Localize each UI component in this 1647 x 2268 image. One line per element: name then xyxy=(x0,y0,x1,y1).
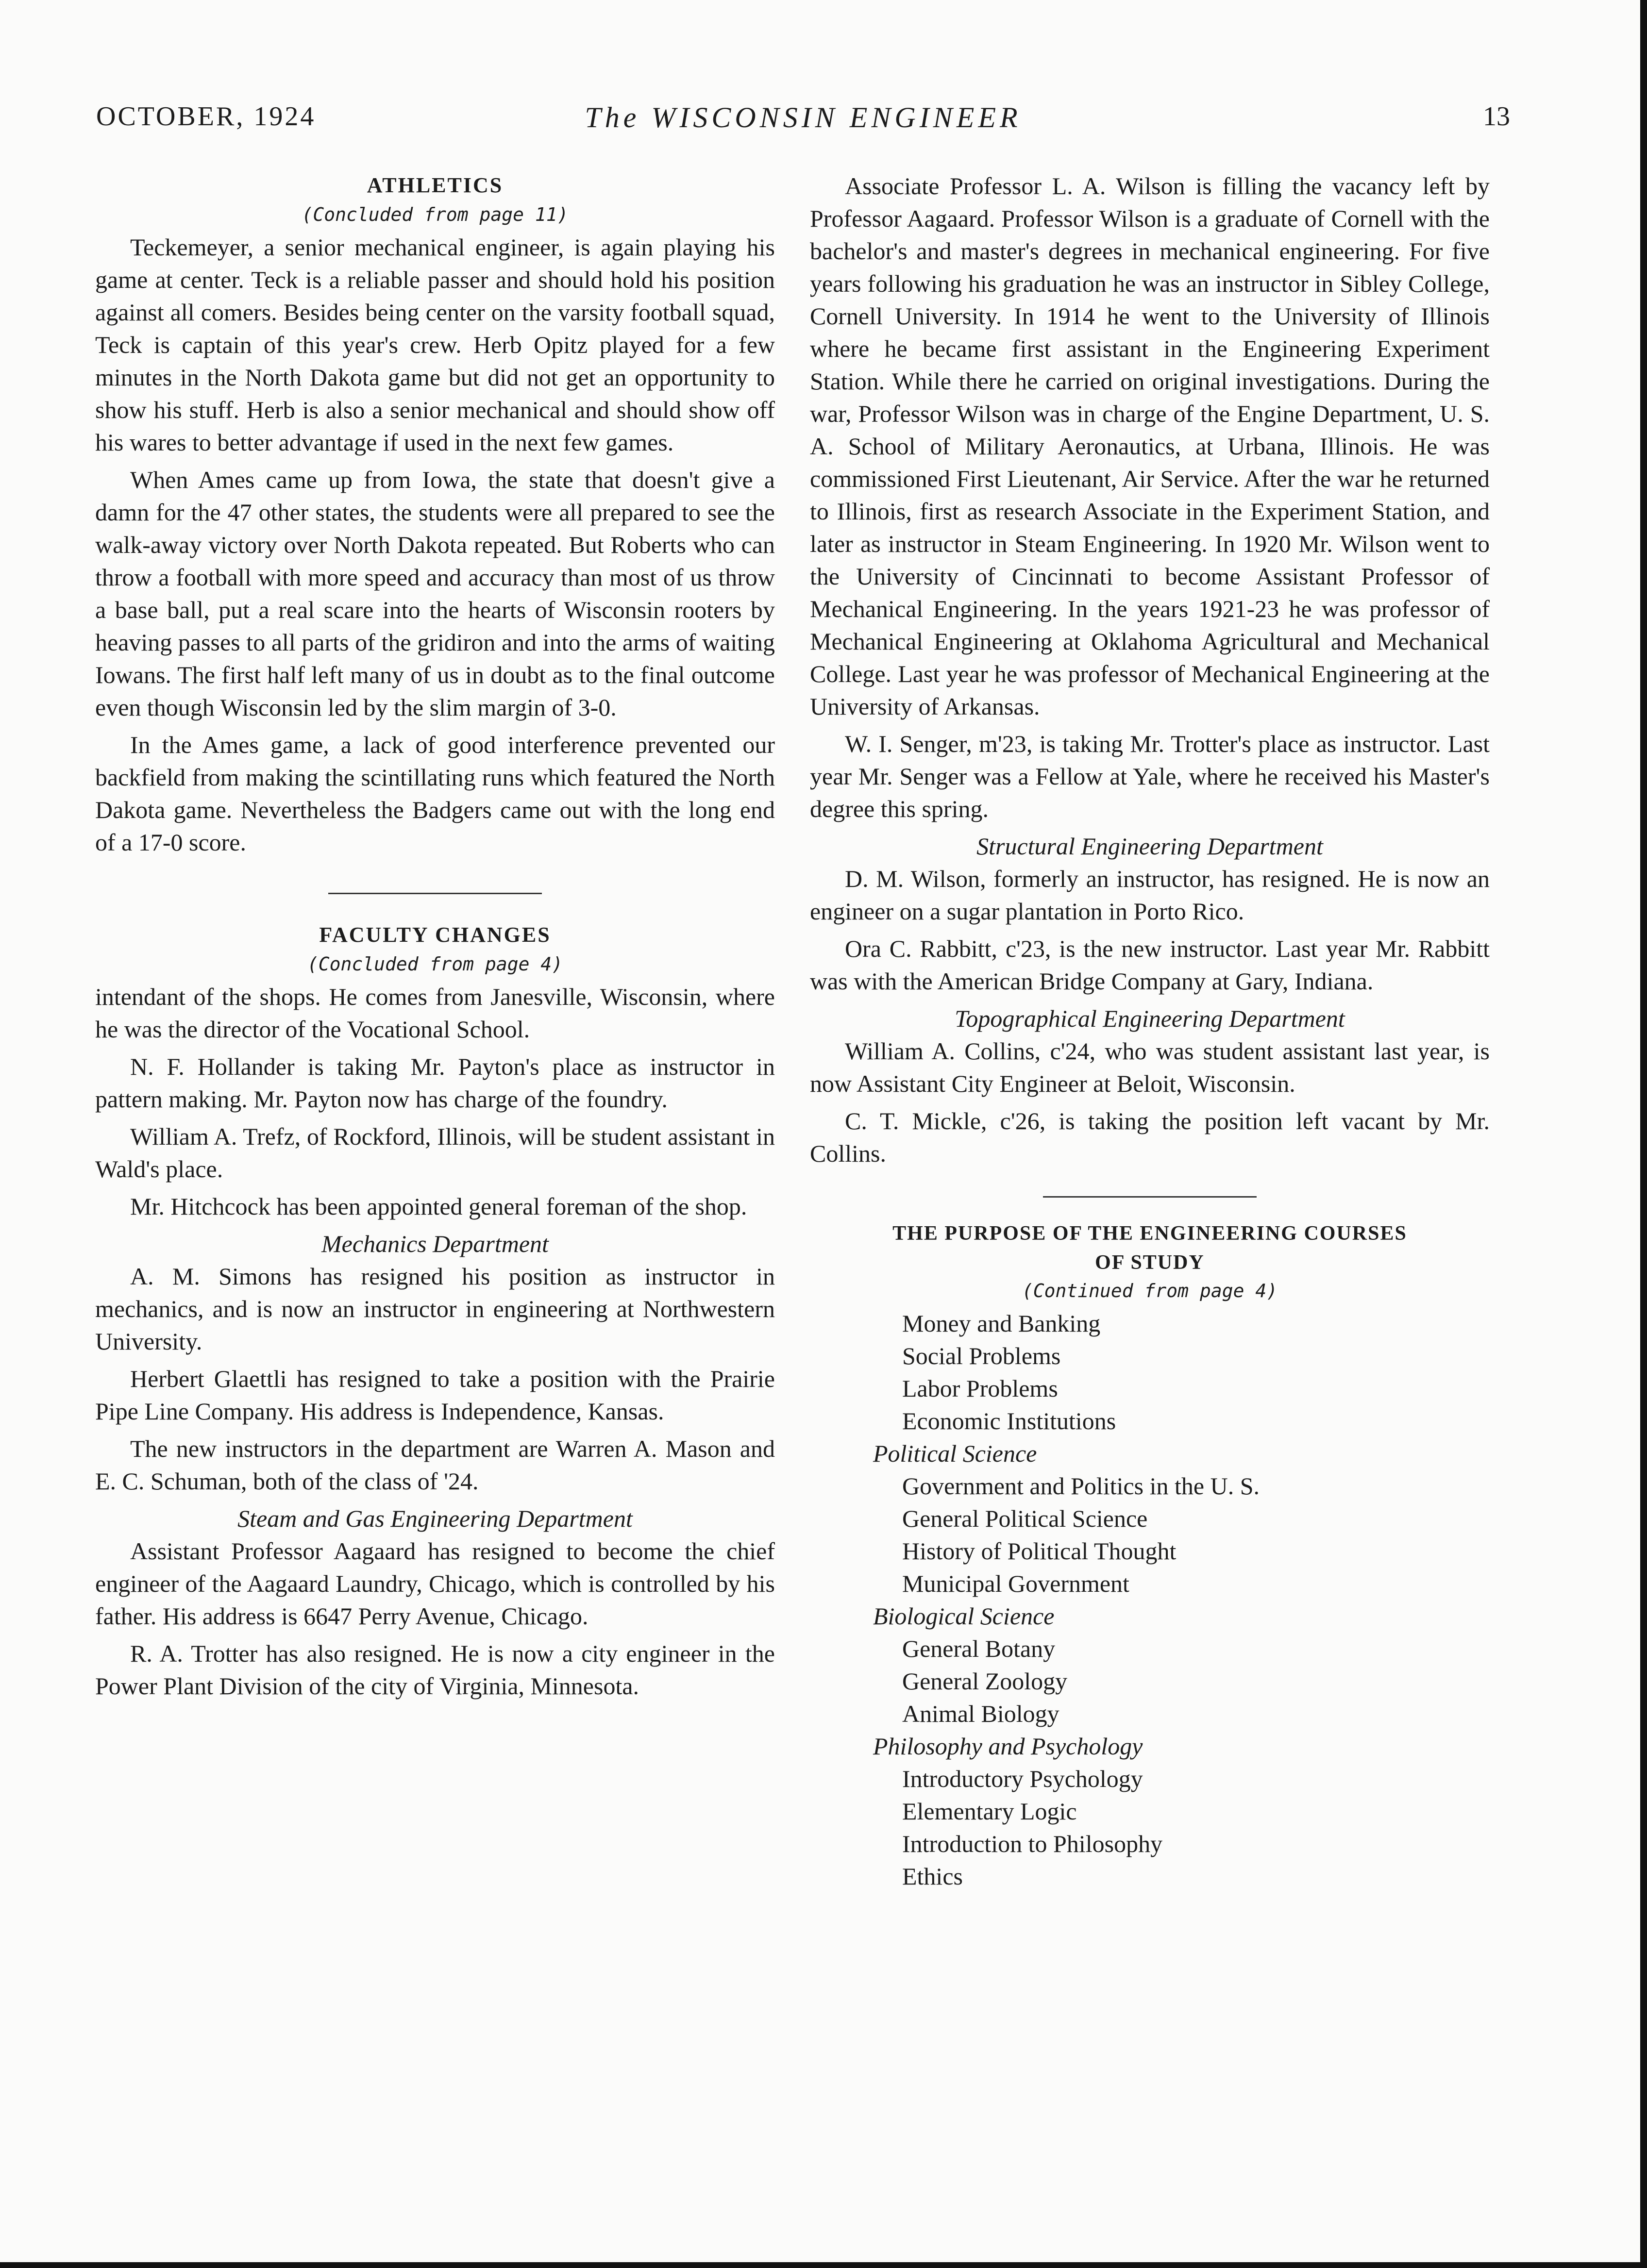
faculty-changes-title: FACULTY CHANGES xyxy=(319,923,551,947)
purpose-title-line-2: OF STUDY xyxy=(1095,1251,1205,1274)
faculty-paragraph: The new instructors in the department are Warren A. Mason and E. C. Schuman, both of the class of '24. xyxy=(95,1435,775,1495)
faculty-paragraph: William A. Trefz, of Rockford, Illinois, will be student assistant in Wald's place. xyxy=(95,1123,775,1183)
faculty-continued-note: (Concluded from page 4) xyxy=(307,953,563,975)
journal-title: The WISCONSIN ENGINEER xyxy=(585,101,1022,133)
athletics-paragraph: Teckemeyer, a senior mechanical engineer, is again playing his game at center. Teck is a reliable passer and should hold his position against all comers. Besides being center on the varsity football squad, Teck is captain of this year's crew. Herb Opitz played for a few minutes in the North Dakota game but did not get an opportunity to show his stuff. Herb is also a senior mechanical and should show off his wares to better advantage if used in the next few games. xyxy=(95,233,775,456)
course-item: Government and Politics in the U. S. xyxy=(902,1472,1260,1500)
faculty-paragraph: Ora C. Rabbitt, c'23, is the new instructor. Last year Mr. Rabbitt was with the American Bridge Company at Gary, Indiana. xyxy=(810,935,1490,995)
right-column xyxy=(810,170,1490,1893)
course-item: Ethics xyxy=(902,1863,963,1890)
course-item: History of Political Thought xyxy=(902,1537,1176,1565)
athletics-paragraph: When Ames came up from Iowa, the state that doesn't give a damn for the 47 other states, the students were all prepared to see the walk-away victory over North Dakota repeated. But Roberts who can throw a football with more speed and accuracy than most of us throw a base ball, put a real scare into the hearts of Wisconsin rooters by heaving passes to all parts of the gridiron and into the arms of waiting Iowans. The first half left many of us in doubt as to the final outcome even though Wisconsin led by the slim margin of 3-0. xyxy=(95,466,775,721)
issue-date: OCTOBER, 1924 xyxy=(96,101,316,132)
course-item: Money and Banking xyxy=(902,1310,1101,1337)
faculty-paragraph: D. M. Wilson, formerly an instructor, has resigned. He is now an engineer on a sugar plantation in Porto Rico. xyxy=(810,865,1490,925)
faculty-paragraph: N. F. Hollander is taking Mr. Payton's place as instructor in pattern making. Mr. Payton now has charge of the foundry. xyxy=(95,1053,775,1113)
faculty-paragraph: Mr. Hitchcock has been appointed general foreman of the shop. xyxy=(130,1193,747,1220)
course-item: General Zoology xyxy=(902,1668,1068,1695)
athletics-title: ATHLETICS xyxy=(367,173,504,197)
left-column xyxy=(95,170,775,1707)
course-item: Municipal Government xyxy=(902,1570,1129,1597)
course-list xyxy=(810,1307,1490,1893)
faculty-paragraph: Herbert Glaettli has resigned to take a position with the Prairie Pipe Line Company. His address is Independence, Kansas. xyxy=(95,1365,775,1425)
mechanics-department-heading: Mechanics Department xyxy=(321,1230,549,1257)
section-divider xyxy=(1043,1196,1257,1198)
scan-edge-bottom xyxy=(0,2262,1647,2268)
course-item: General Botany xyxy=(902,1635,1056,1662)
running-header xyxy=(96,101,1510,140)
course-item: Labor Problems xyxy=(902,1375,1058,1402)
faculty-paragraph: intendant of the shops. He comes from Janesville, Wisconsin, where he was the director of the Vocational School. xyxy=(95,983,775,1043)
page-number: 13 xyxy=(1483,101,1510,132)
structural-department-heading: Structural Engineering Department xyxy=(976,833,1323,860)
course-item: Introductory Psychology xyxy=(902,1765,1143,1792)
faculty-paragraph: C. T. Mickle, c'26, is taking the position left vacant by Mr. Collins. xyxy=(810,1107,1490,1167)
course-item: Economic Institutions xyxy=(902,1407,1116,1434)
course-item: Social Problems xyxy=(902,1342,1061,1369)
scan-edge-right xyxy=(1640,0,1647,2268)
topographical-department-heading: Topographical Engineering Department xyxy=(955,1005,1345,1032)
steam-gas-department-heading: Steam and Gas Engineering Department xyxy=(237,1505,633,1532)
purpose-continued-note: (Continued from page 4) xyxy=(1022,1280,1278,1301)
faculty-paragraph: W. I. Senger, m'23, is taking Mr. Trotter's place as instructor. Last year Mr. Senger was a Fellow at Yale, where he received his Master's degree this spring. xyxy=(810,730,1490,822)
course-item: Animal Biology xyxy=(902,1700,1059,1727)
section-divider xyxy=(328,893,542,894)
athletics-paragraph: In the Ames game, a lack of good interference prevented our backfield from making the scintillating runs which featured the North Dakota game. Nevertheless the Badgers came out with the long end of a 17-0 score. xyxy=(95,731,775,856)
course-item: Elementary Logic xyxy=(902,1798,1077,1825)
course-category-philosophy-psychology: Philosophy and Psychology xyxy=(873,1733,1143,1760)
faculty-paragraph: R. A. Trotter has also resigned. He is now a city engineer in the Power Plant Division of the city of Virginia, Minnesota. xyxy=(95,1640,775,1700)
athletics-continued-note: (Concluded from page 11) xyxy=(302,204,569,225)
purpose-title-line-1: THE PURPOSE OF THE ENGINEERING COURSES xyxy=(892,1222,1407,1245)
faculty-paragraph: William A. Collins, c'24, who was student assistant last year, is now Assistant City Engineer at Beloit, Wisconsin. xyxy=(810,1037,1490,1097)
faculty-paragraph: A. M. Simons has resigned his position as instructor in mechanics, and is now an instructor in engineering at Northwestern University. xyxy=(95,1263,775,1355)
course-item: Introduction to Philosophy xyxy=(902,1830,1163,1857)
course-item: General Political Science xyxy=(902,1505,1148,1532)
faculty-paragraph: Associate Professor L. A. Wilson is filling the vacancy left by Professor Aagaard. Professor Wilson is a graduate of Cornell with the bachelor's and master's degrees in mechanical engineering. For five years following his graduation he was an instructor in Sibley College, Cornell University. In 1914 he went to the University of Illinois where he became first assistant in the Engineering Experiment Station. While there he carried on original investigations. During the war, Professor Wilson was in charge of the Engine Department, U. S. A. School of Military Aeronautics, at Urbana, Illinois. He was commissioned First Lieutenant, Air Service. After the war he returned to Illinois, first as research Associate in the Experiment Station, and later as instructor in Steam Engineering. In 1920 Mr. Wilson went to the University of Cincinnati to become Assistant Professor of Mechanical Engineering. In the years 1921-23 he was professor of Mechanical Engineering at Oklahoma Agricultural and Mechanical College. Last year he was professor of Mechanical Engineering at the University of Arkansas. xyxy=(810,172,1490,720)
course-category-political-science: Political Science xyxy=(873,1440,1037,1467)
course-category-biological-science: Biological Science xyxy=(873,1602,1055,1630)
faculty-paragraph: Assistant Professor Aagaard has resigned to become the chief engineer of the Aagaard Laundry, Chicago, which is controlled by his father. His address is 6647 Perry Avenue, Chicago. xyxy=(95,1537,775,1630)
